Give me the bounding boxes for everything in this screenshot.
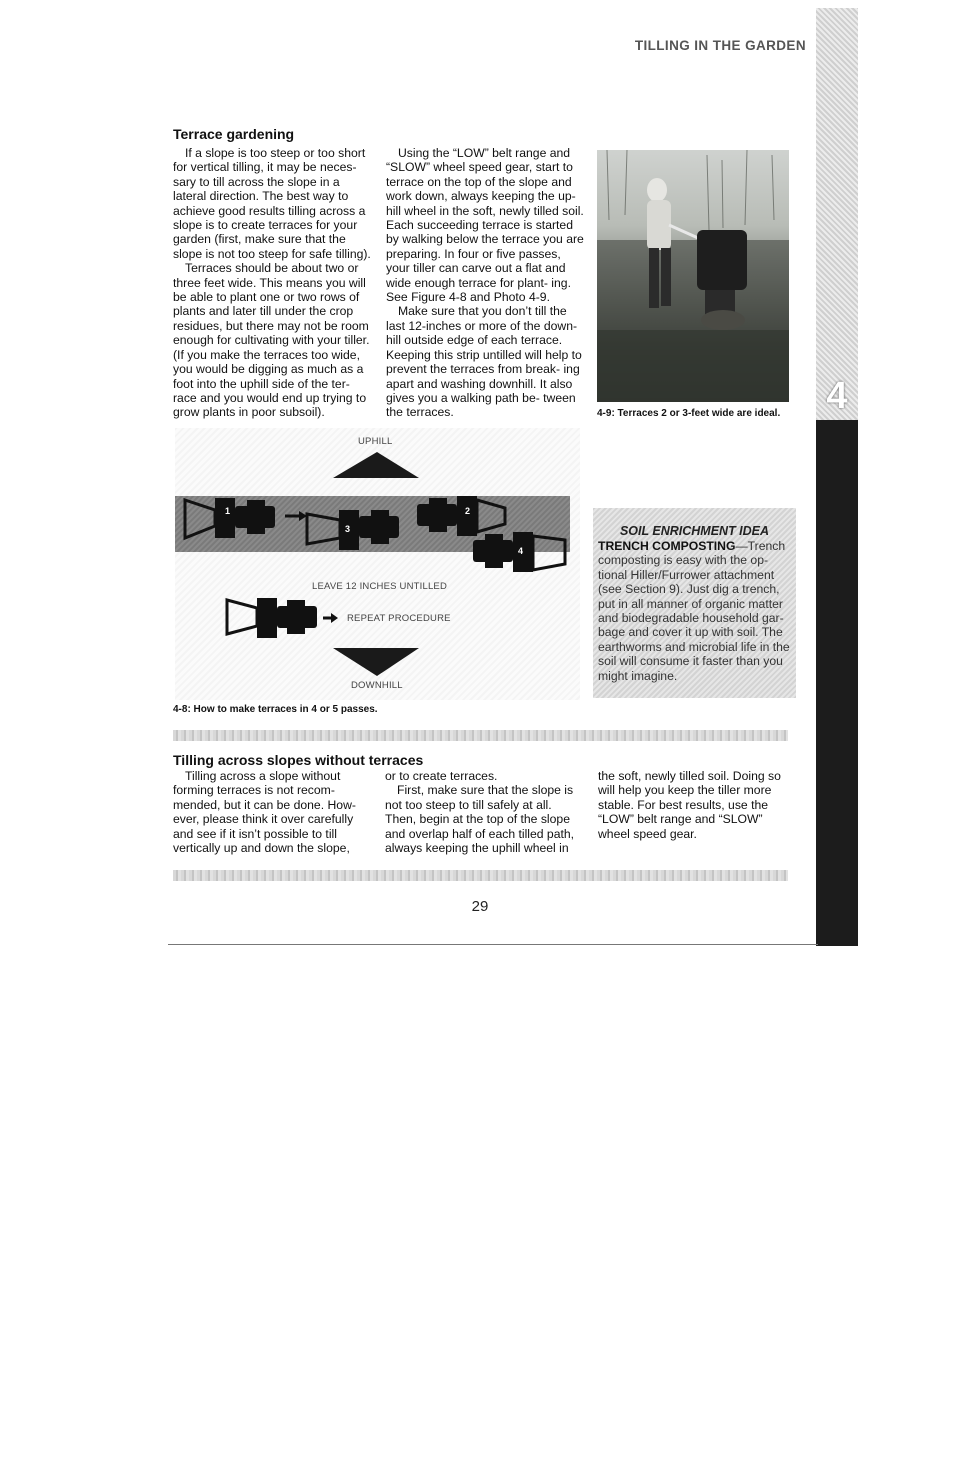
leave-untilled-label: LEAVE 12 INCHES UNTILLED: [312, 581, 448, 592]
downhill-arrow-icon: [333, 648, 419, 676]
terrace-column-2: [386, 146, 584, 420]
sidebar-body: [593, 538, 796, 683]
slopes-column-1: [173, 769, 371, 855]
repeat-procedure-label: REPEAT PROCEDURE: [347, 613, 451, 624]
paragraph: or to create terraces.: [385, 769, 498, 783]
sidebar-lead: TRENCH COMPOSTING: [598, 539, 736, 553]
soil-enrichment-sidebar: [593, 508, 796, 698]
slopes-column-2: [385, 769, 581, 855]
section-heading-tilling-across-slopes: Tilling across slopes without terraces: [173, 752, 424, 768]
paragraph: If a slope is too steep or too short for vertical tilling, it may be neces- sary to till across the slope in a lateral direction. The best way to achieve good results tilling across a slope is to create terraces for your garden (first, make sure that the slope is not too steep for safe tilling).: [173, 146, 371, 261]
section-divider: [173, 730, 788, 741]
pass-label-3: 3: [345, 524, 351, 534]
uphill-arrow-icon: [333, 452, 419, 478]
sidebar-text: —Trench composting is easy with the op- tional Hiller/Furrower attachment (see Section 9). Just dig a trench, put in all manner of organic matter and biodegradable household gar- bage and cover it up with soil. The earthworms and microbial life in the soil will consume it faster than you might imagine.: [598, 539, 790, 683]
terrace-passes-diagram: [175, 428, 580, 700]
paragraph: Terraces should be about two or three feet wide. This means you will be able to plant one or two rows of plants and later till under the crop residues, but there may not be room enough for cultivating with your tiller. (If you make the terraces too wide, you would be digging as much as a foot into the uphill side of the ter- race and you would end up trying to grow plants in poor subsoil).: [173, 261, 370, 420]
uphill-label: UPHILL: [358, 436, 393, 447]
paragraph: First, make sure that the slope is not too steep to till safely at all. Then, begin at the top of the slope and overlap half of each tilled path, always keeping the uphill wheel in: [385, 783, 575, 856]
photo-caption: 4-9: Terraces 2 or 3-feet wide are ideal.: [597, 408, 781, 419]
sidebar-title: SOIL ENRICHMENT IDEA: [619, 524, 770, 538]
paragraph: Make sure that you don’t till the last 12-inches or more of the down- hill outside edge of each terrace. Keeping this strip untilled will help to prevent the terraces from break- ing apart and washing downhill. It also gives you a walking path be- tween the terraces.: [386, 304, 582, 420]
section-heading-terrace-gardening: Terrace gardening: [173, 126, 295, 142]
paragraph: Tilling across a slope without forming terraces is not recom- mended, but it can be done. How- ever, please think it over carefully and see if it isn’t possible to till vertically up and down the slope,: [173, 769, 356, 856]
pass-label-1: 1: [225, 506, 231, 516]
paragraph: the soft, newly tilled soil. Doing so will help you keep the tiller more stable. For best results, use the “LOW” belt range and “SLOW” wheel speed gear.: [598, 769, 781, 841]
chapter-tab-number: 4: [826, 375, 848, 417]
page-number: 29: [471, 898, 489, 915]
running-head: TILLING IN THE GARDEN: [634, 38, 806, 53]
photo-man-with-tiller: [597, 150, 789, 402]
diagram-caption: 4-8: How to make terraces in 4 or 5 passes.: [173, 704, 378, 715]
paragraph: Using the “LOW” belt range and “SLOW” wheel speed gear, start to terrace on the top of the slope and work down, always keeping the up- hill wheel in the soft, newly tilled soil. Each succeeding terrace is started by walking below the terrace you are preparing. In four or five passes, your tiller can carve out a flat and wide enough terrace for plant- ing. See Figure 4-8 and Photo 4-9.: [386, 146, 584, 305]
slopes-column-3: [598, 769, 790, 841]
terrace-diagram-art: [175, 428, 580, 700]
pass-label-4: 4: [518, 546, 524, 556]
photo-illustration: [597, 150, 789, 402]
pass-label-2: 2: [465, 506, 471, 516]
tiller-repeat-icon: [227, 598, 317, 638]
downhill-label: DOWNHILL: [351, 680, 403, 691]
page-bottom-line: [168, 944, 818, 945]
terrace-column-1: [173, 146, 371, 420]
bottom-divider: [173, 870, 788, 881]
edge-thumb-tab-dark: [816, 420, 858, 946]
